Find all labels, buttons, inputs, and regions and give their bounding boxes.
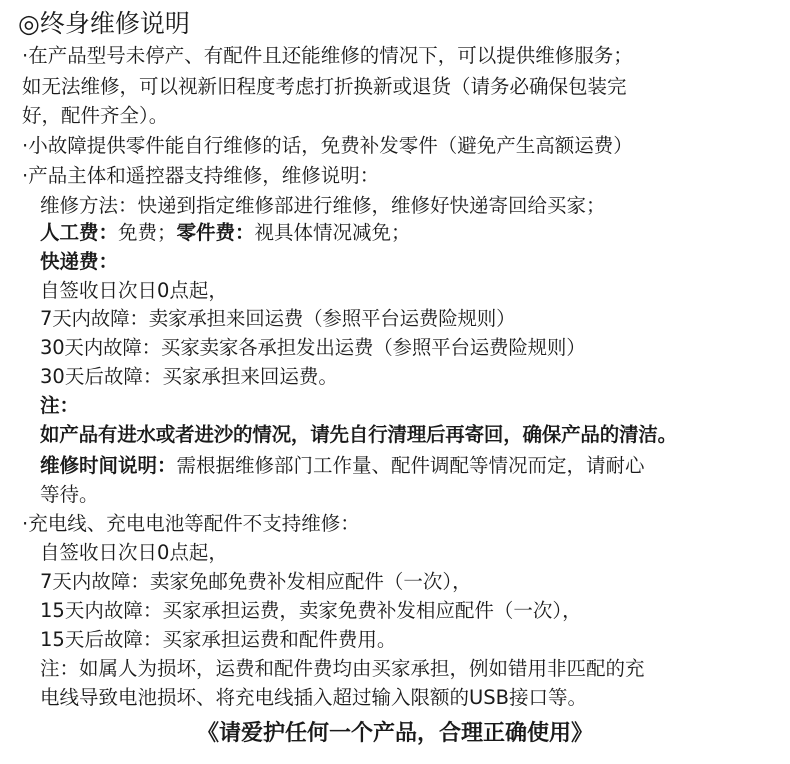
- paragraph-line: 30天后故障：买家承担来回运费。: [40, 365, 338, 388]
- paragraph-line: 自签收日次日0点起，: [40, 541, 228, 564]
- paragraph-line: 等待。: [40, 483, 99, 506]
- parts-fee-label: 零件费：: [176, 221, 255, 244]
- labor-fee-label: 人工费：: [40, 221, 119, 244]
- paragraph-line: ·在产品型号未停产、有配件且还能维修的情况下，可以提供维修服务；: [22, 44, 633, 67]
- shipping-fee-label: 快递费：: [40, 250, 119, 273]
- closing-slogan: 《请爱护任何一个产品，合理正确使用》: [196, 721, 593, 746]
- paragraph-line: ·小故障提供零件能自行维修的话，免费补发零件（避免产生高额运费）: [22, 134, 633, 157]
- repair-time-label: 维修时间说明：: [40, 454, 177, 477]
- paragraph-line: 7天内故障：卖家免邮免费补发相应配件（一次），: [40, 570, 472, 593]
- note-line: 电线导致电池损坏、将充电线插入超过输入限额的USB接口等。: [40, 686, 588, 709]
- note-line: 注：如属人为损坏，运费和配件费均由买家承担，例如错用非匹配的充: [40, 657, 645, 680]
- paragraph-line: 15天内故障：买家承担运费，卖家免费补发相应配件（一次），: [40, 599, 582, 622]
- paragraph-line: 好，配件齐全）。: [22, 104, 169, 127]
- section-heading: ·充电线、充电电池等配件不支持维修：: [22, 512, 360, 535]
- repair-time-value: 需根据维修部门工作量、配件调配等情况而定，请耐心: [176, 454, 645, 477]
- section-heading: ·产品主体和遥控器支持维修，维修说明：: [22, 164, 380, 187]
- note-text: 如产品有进水或者进沙的情况，请先自行清理后再寄回，确保产品的清洁。: [40, 423, 677, 446]
- repair-time-line: [40, 456, 645, 476]
- paragraph-line: 自签收日次日0点起，: [40, 279, 228, 302]
- paragraph-line: 7天内故障：卖家承担来回运费（参照平台运费险规则）: [40, 307, 516, 330]
- paragraph-line: 30天内故障：买家卖家各承担发出运费（参照平台运费险规则）: [40, 336, 586, 359]
- note-label: 注：: [40, 394, 80, 417]
- paragraph-line: 15天后故障：买家承担运费和配件费用。: [40, 628, 397, 651]
- fee-line: [40, 223, 411, 243]
- paragraph-line: 维修方法：快递到指定维修部进行维修，维修好快递寄回给买家；: [40, 194, 606, 217]
- labor-fee-value: 免费；: [118, 221, 177, 244]
- paragraph-line: 如无法维修，可以视新旧程度考虑打折换新或退货（请务必确保包装完: [22, 75, 627, 98]
- parts-fee-value: 视具体情况减免；: [254, 221, 411, 244]
- page-title: ◎终身维修说明: [18, 9, 190, 38]
